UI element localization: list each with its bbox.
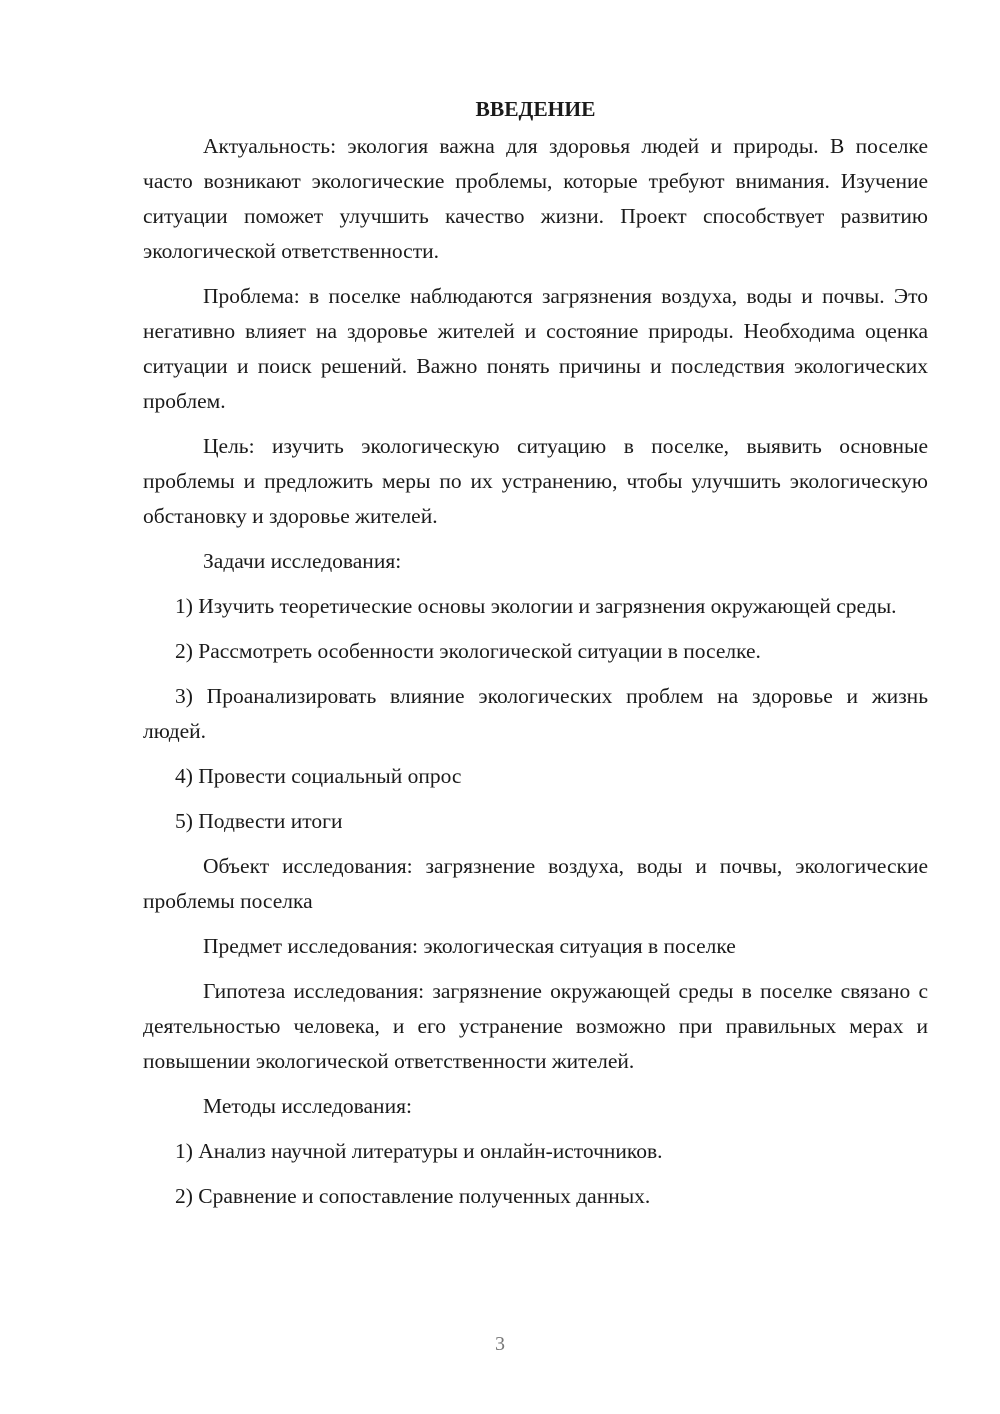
goal-paragraph: Цель: изучить экологическую ситуацию в поселке, выявить основные проблемы и предложить меры по их устранению, чтобы улучшить экологическую обстановку и здоровье жителей. — [143, 434, 928, 528]
task-item-4: 4) Провести социальный опрос — [175, 764, 462, 788]
methods-heading: Методы исследования: — [203, 1094, 412, 1118]
hypothesis-paragraph: Гипотеза исследования: загрязнение окружающей среды в поселке связано с деятельностью человека, и его устранение возможно при правильных мерах и повышении экологической ответственности жителей. — [143, 979, 928, 1073]
task-item-1: 1) Изучить теоретические основы экологии и загрязнения окружающей среды. — [175, 594, 897, 618]
page-title: ВВЕДЕНИЕ — [475, 97, 596, 121]
task-item-5: 5) Подвести итоги — [175, 809, 343, 833]
task-item-3: 3) Проанализировать влияние экологических проблем на здоровье и жизнь людей. — [143, 684, 928, 743]
method-item-1: 1) Анализ научной литературы и онлайн-источников. — [175, 1139, 663, 1163]
tasks-heading: Задачи исследования: — [203, 549, 402, 573]
page-number: 3 — [495, 1333, 505, 1355]
document-page — [143, 92, 928, 1224]
method-item-2: 2) Сравнение и сопоставление полученных данных. — [175, 1184, 651, 1208]
task-item-2: 2) Рассмотреть особенности экологической ситуации в поселке. — [175, 639, 761, 663]
problem-paragraph: Проблема: в поселке наблюдаются загрязнения воздуха, воды и почвы. Это негативно влияет на здоровье жителей и состояние природы. Необходима оценка ситуации и поиск решений. Важно понять причины и последствия экологических проблем. — [143, 284, 928, 413]
relevance-paragraph: Актуальность: экология важна для здоровья людей и природы. В поселке часто возникают экологические проблемы, которые требуют внимания. Изучение ситуации поможет улучшить качество жизни. Проект способствует развитию экологической ответственности. — [143, 134, 928, 263]
object-paragraph: Объект исследования: загрязнение воздуха, воды и почвы, экологические проблемы поселка — [143, 854, 928, 913]
subject-paragraph: Предмет исследования: экологическая ситуация в поселке — [203, 934, 736, 958]
